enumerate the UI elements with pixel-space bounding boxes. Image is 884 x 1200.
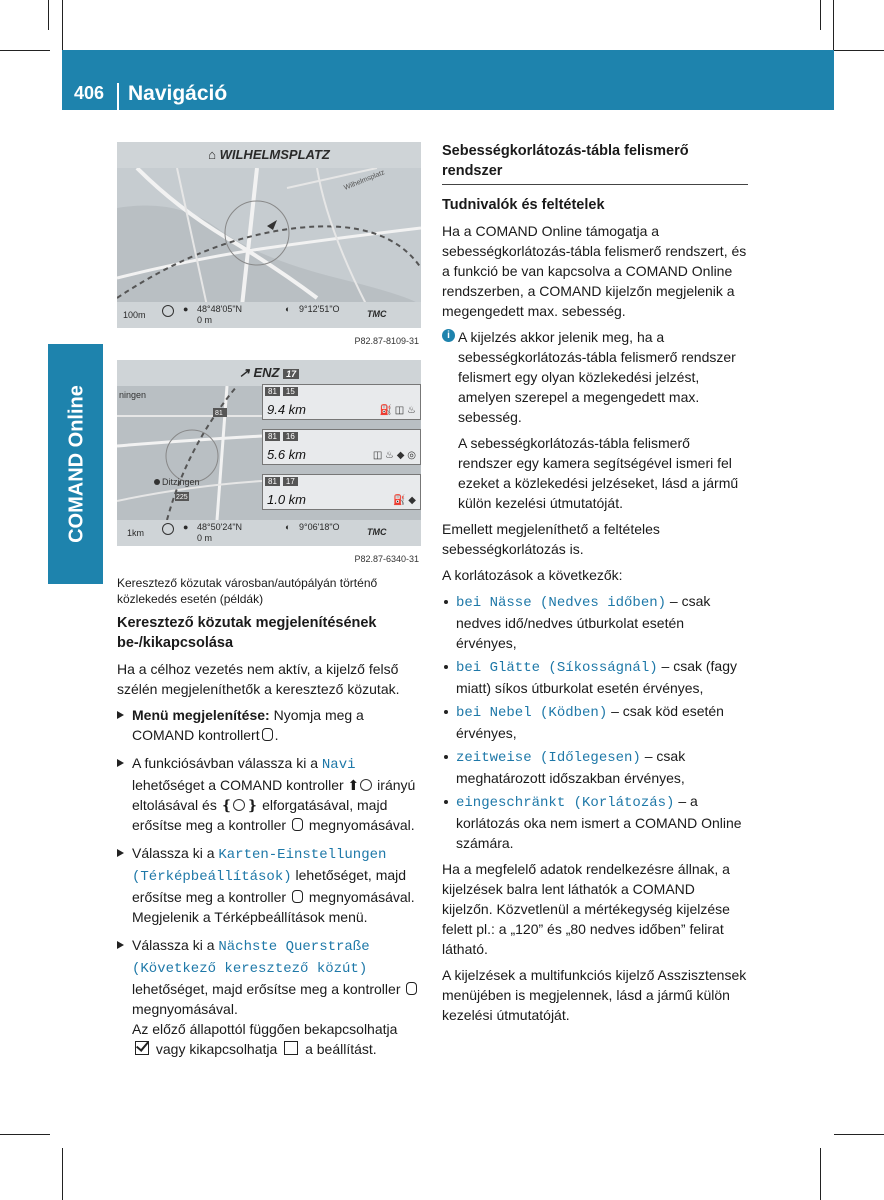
instruction-step: A funkciósávban válassza ki a Navi lehetőséget a COMAND kontroller ⬆ irányú eltolásával és ❴ ❵ elforgatásával, majd erősítse meg a kontroller megnyomásával. <box>117 753 425 835</box>
section-heading: Sebességkorlátozás-tábla felismerő rendszer <box>442 141 748 185</box>
slide-up-icon: ⬆ <box>347 777 360 793</box>
instruction-step: Válassza ki a Nächste Querstraße (Következő keresztező közút) lehetőséget, majd erősítse meg a kontroller megnyomásával. Az előző állapottól függően bekapcsolhatja vagy kikapcsolhatja a beállítást. <box>117 935 425 1059</box>
map-scale: 1km <box>127 528 145 538</box>
paragraph: A korlátozások a következők: <box>442 567 623 583</box>
step-arrow-icon <box>117 759 124 767</box>
right-column <box>442 141 748 1031</box>
side-tab-label: COMAND Online <box>65 385 88 543</box>
latitude: 48°48'05"N <box>197 304 243 314</box>
map-view <box>117 168 421 306</box>
menu-code: Karten-Einstellungen <box>218 847 387 863</box>
crop-mark <box>833 0 834 50</box>
crop-mark <box>834 50 884 51</box>
subsection-heading: Tudnivalók és feltételek <box>442 197 605 213</box>
lon-icon: ◐ <box>285 304 291 314</box>
page-number: 406 <box>74 83 105 103</box>
road-badge: 81 <box>265 432 280 441</box>
exit-badge: 15 <box>283 387 298 396</box>
crop-mark <box>62 0 63 50</box>
service-icons: ⛽ ◆ <box>393 495 416 506</box>
controller-icon <box>292 818 303 831</box>
menu-code: (Térképbeállítások) <box>132 869 292 885</box>
highway-guide-item <box>262 384 421 420</box>
paragraph: Ha a COMAND Online támogatja a sebességkorlátozás-tábla felismerő rendszert, és a funkció be van kapcsolva a COMAND Online rendszerben, a COMAND kijelzőn megjelenik a megengedett max. sebesség. <box>442 223 747 319</box>
image-code: P82.87-8109-31 <box>354 336 419 346</box>
paragraph: Emellett megjeleníthető a feltételes sebességkorlátozás is. <box>442 521 660 557</box>
road-badge: 81 <box>265 387 280 396</box>
lon-icon: ◐ <box>285 522 291 532</box>
paragraph: Ha a megfelelő adatok rendelkezésre állnak, a kijelzések balra lent láthatók a COMAND kijelzőn. Közvetlenül a mértékegység kijelzése felett pl.: a „120” és „80 nedves időben” felirat látható. <box>442 861 730 957</box>
longitude: 9°06'18"O <box>299 522 340 532</box>
longitude: 9°12'51"O <box>299 304 340 314</box>
exit-badge: 17 <box>283 477 298 486</box>
street-label: Wilhelmsplatz <box>343 169 386 192</box>
crop-mark <box>48 0 49 30</box>
map-header <box>117 142 421 168</box>
controller-icon <box>406 982 417 995</box>
header-divider <box>117 83 119 110</box>
section-title: Navigáció <box>128 82 228 105</box>
restriction-code: bei Nässe (Nedves időben) <box>456 595 667 611</box>
info-text: A sebességkorlátozás-tábla felismerő rendszer egy kamera segítségével ismeri fel ezeket a közlekedési jelzéseket, lásd a jármű külön kezelési útmutatóját. <box>458 435 739 511</box>
menu-code: Navi <box>321 757 356 773</box>
step-arrow-icon <box>117 711 124 719</box>
guide-distance: 5.6 km <box>267 447 307 462</box>
step-arrow-icon <box>117 849 124 857</box>
list-item: eingeschränkt (Korlátozás) – a korlátozás oka nem ismert a COMAND Online számára. <box>442 791 748 853</box>
city-label: ningen <box>119 390 147 400</box>
subsection-heading: Keresztező közutak megjelenítésének be-/kikapcsolása <box>117 615 377 651</box>
image-code: P82.87-6340-31 <box>354 554 419 564</box>
map-scale: 100m <box>123 310 146 320</box>
checkbox-empty-icon <box>284 1041 298 1055</box>
menu-code: (Következő keresztező közút) <box>132 961 368 977</box>
intro-paragraph: Ha a célhoz vezetés nem aktív, a kijelző felső szélén megjeleníthetők a keresztező közutak. <box>117 661 400 697</box>
paragraph: A kijelzések a multifunkciós kijelző Asszisztensek menüjében is megjelennek, lásd a jármű külön kezelési útmutatóját. <box>442 967 747 1023</box>
guide-distance: 1.0 km <box>267 492 307 507</box>
city-label-ditzingen: Ditzingen <box>162 477 200 487</box>
restriction-code: eingeschränkt (Korlátozás) <box>456 795 675 811</box>
info-icon: i <box>442 329 455 342</box>
crop-mark <box>62 1148 63 1200</box>
map-screenshot-1 <box>117 142 421 348</box>
instruction-step: Válassza ki a Karten-Einstellungen (Térképbeállítások) lehetőséget, majd erősítse meg a kontroller megnyomásával. Megjelenik a Térképbeállítások menü. <box>117 843 425 927</box>
altitude: 0 m <box>197 315 213 325</box>
left-column <box>117 575 425 1067</box>
crop-mark <box>0 1134 50 1135</box>
controller-ring-icon <box>233 799 245 811</box>
restriction-code: bei Nebel (Ködben) <box>456 705 608 721</box>
exit-badge: 16 <box>283 432 298 441</box>
highway-guide-item <box>262 474 421 510</box>
controller-ring-icon <box>360 779 372 791</box>
figure-caption: Keresztező közutak városban/autópályán történő közlekedés esetén (példák) <box>117 576 378 606</box>
restriction-code: bei Glätte (Síkosságnál) <box>456 660 658 676</box>
crop-mark <box>820 0 821 30</box>
crop-mark <box>834 1134 884 1135</box>
exit-number: 17 <box>283 369 299 379</box>
globe-icon: ● <box>183 522 189 532</box>
latitude: 48°50'24"N <box>197 522 243 532</box>
map-header <box>117 360 421 386</box>
controller-icon <box>292 890 303 903</box>
compass-icon <box>162 523 174 535</box>
side-tab-edge <box>103 344 106 584</box>
tmc-logo: TMC <box>367 527 387 537</box>
map-screenshot-2 <box>117 360 421 566</box>
checkbox-checked-icon <box>135 1041 149 1055</box>
compass-icon <box>162 305 174 317</box>
globe-icon: ● <box>183 304 189 314</box>
list-item: bei Nebel (Ködben) – csak köd esetén érvényes, <box>442 701 748 743</box>
map-info-bar <box>117 520 421 546</box>
service-icons: ◫ ♨ ◆ ◎ <box>372 450 416 461</box>
highway-guide-item <box>262 429 421 465</box>
map-title: WILHELMSPLATZ <box>219 147 330 162</box>
guide-distance: 9.4 km <box>267 402 307 417</box>
controller-icon <box>262 728 273 741</box>
home-icon: ⌂ <box>208 147 216 162</box>
step-arrow-icon <box>117 941 124 949</box>
altitude: 0 m <box>197 533 213 543</box>
list-item: bei Glätte (Síkosságnál) – csak (fagy miatt) síkos útburkolat esetén érvényes, <box>442 656 748 698</box>
rotate-icon: ❵ <box>246 797 259 813</box>
list-item: bei Nässe (Nedves időben) – csak nedves idő/nedves útburkolat esetén érvényes, <box>442 591 748 653</box>
road-number: 81 <box>215 410 223 417</box>
road-number: 225 <box>176 494 188 501</box>
exit-icon: ↗ <box>238 365 250 380</box>
instruction-step: Menü megjelenítése: Nyomja meg a COMAND kontrollert . <box>117 705 425 745</box>
info-note <box>442 327 748 513</box>
step-result: Megjelenik a Térképbeállítások menü. <box>132 909 368 925</box>
crop-mark <box>0 50 50 51</box>
service-icons: ⛽ ◫ ♨ <box>379 405 416 416</box>
tmc-logo: TMC <box>367 309 387 319</box>
list-item: zeitweise (Időlegesen) – csak meghatározott időszakban érvényes, <box>442 746 748 788</box>
rotate-icon: ❴ <box>220 797 233 813</box>
info-text: A kijelzés akkor jelenik meg, ha a sebességkorlátozás-tábla felismerő rendszer felismert egy olyan közlekedési jelzést, amelyen szerepel a megengedett max. sebesség. <box>458 329 736 425</box>
menu-code: Nächste Querstraße <box>218 939 370 955</box>
map-title: ENZ <box>253 365 280 380</box>
restriction-code: zeitweise (Időlegesen) <box>456 750 641 766</box>
step-bold: Menü megjelenítése: <box>132 707 270 723</box>
road-badge: 81 <box>265 477 280 486</box>
crop-mark <box>820 1148 821 1200</box>
map-info-bar <box>117 302 421 328</box>
